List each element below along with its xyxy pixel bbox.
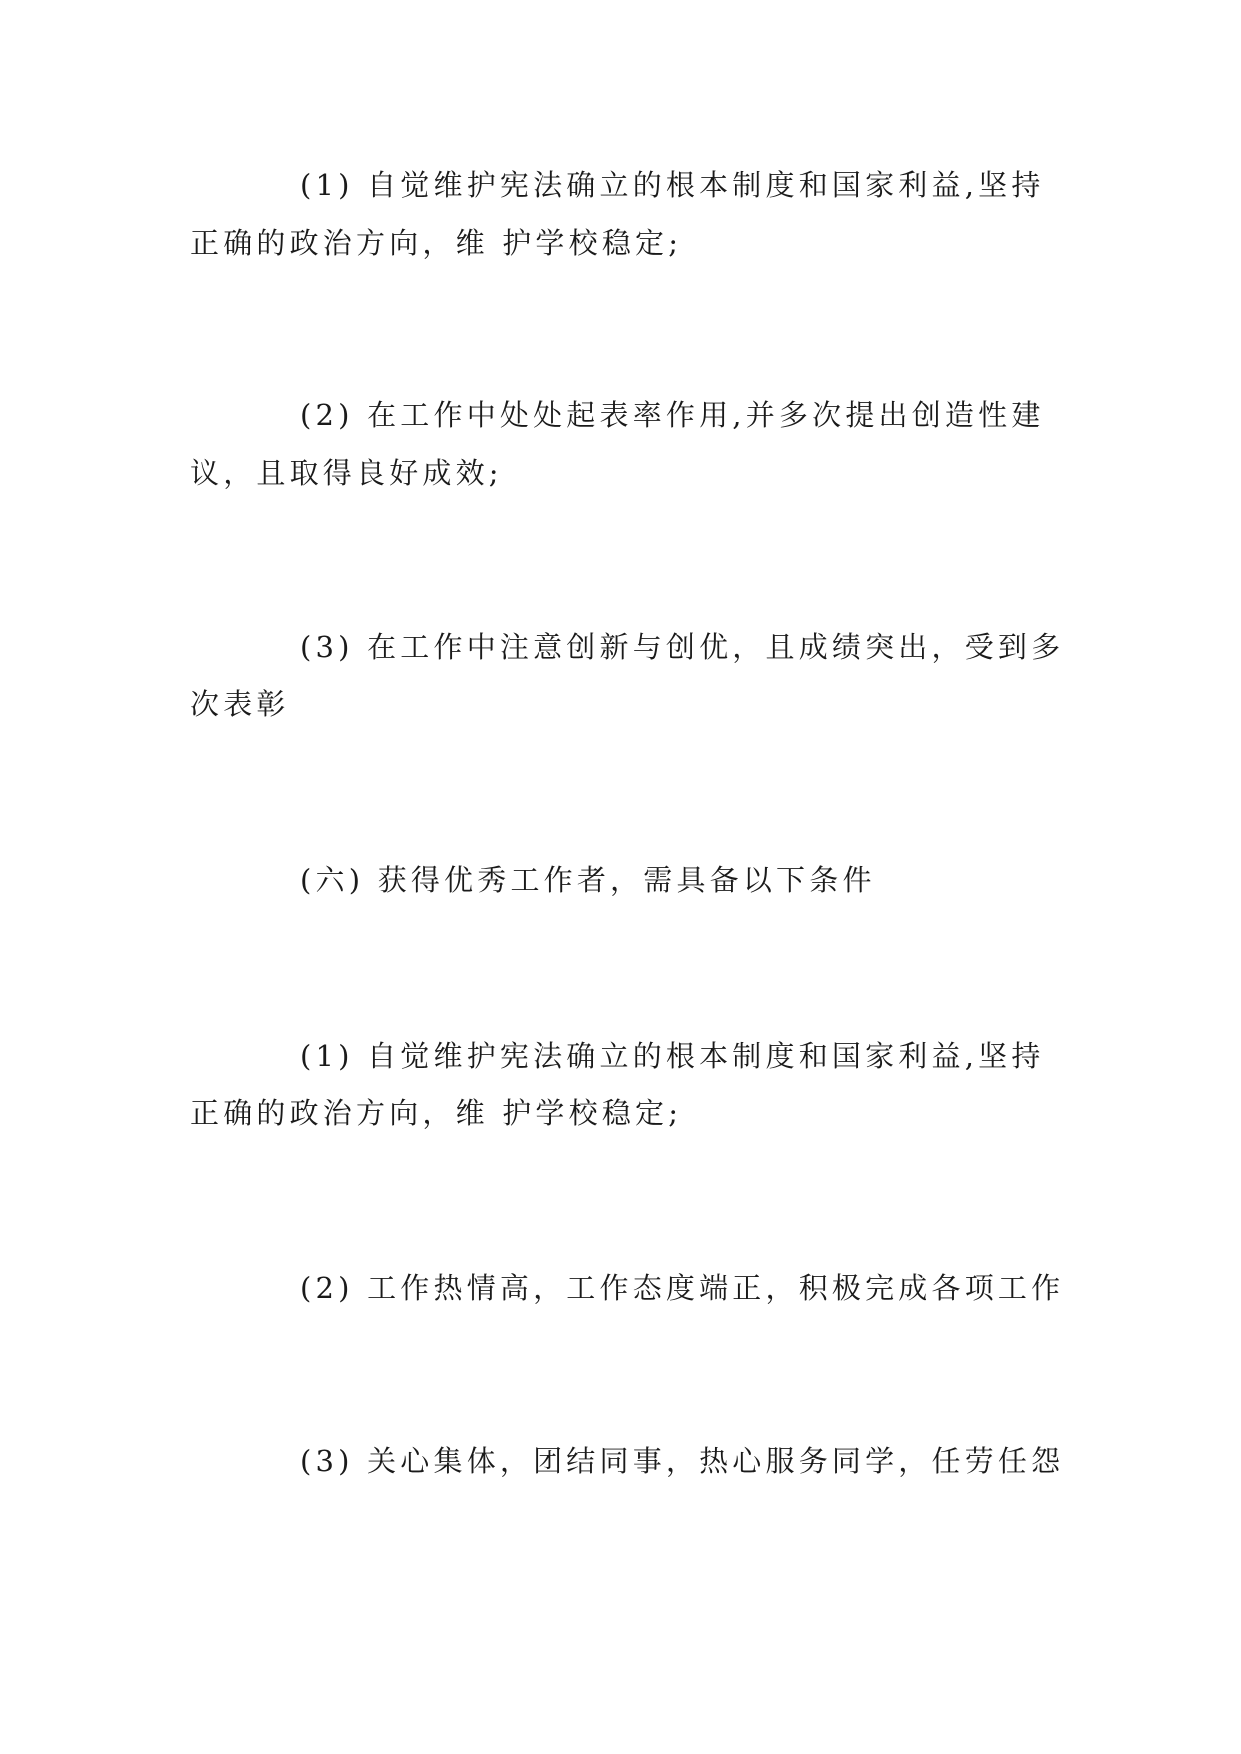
paragraph-3-line-2: 次表彰 xyxy=(190,687,290,721)
paragraph-3-line-1: (3) 在工作中注意创新与创优，且成绩突出，受到多 xyxy=(300,630,1065,664)
section-heading: (六) 获得优秀工作者，需具备以下条件 xyxy=(300,863,876,897)
paragraph-2-line-1: (2) 在工作中处处起表率作用,并多次提出创造性建 xyxy=(300,398,1045,432)
paragraph-1-line-2: 正确的政治方向，维 护学校稳定; xyxy=(190,226,683,260)
paragraph-1-line-1: (1) 自觉维护宪法确立的根本制度和国家利益,坚持 xyxy=(300,168,1045,202)
paragraph-5-line-1: (2) 工作热情高，工作态度端正，积极完成各项工作 xyxy=(300,1271,1065,1305)
paragraph-4-line-1: (1) 自觉维护宪法确立的根本制度和国家利益,坚持 xyxy=(300,1039,1045,1073)
paragraph-2-line-2: 议，且取得良好成效; xyxy=(190,456,503,490)
paragraph-4-line-2: 正确的政治方向，维 护学校稳定; xyxy=(190,1096,683,1130)
paragraph-6-line-1: (3) 关心集体，团结同事，热心服务同学，任劳任怨 xyxy=(300,1444,1065,1478)
